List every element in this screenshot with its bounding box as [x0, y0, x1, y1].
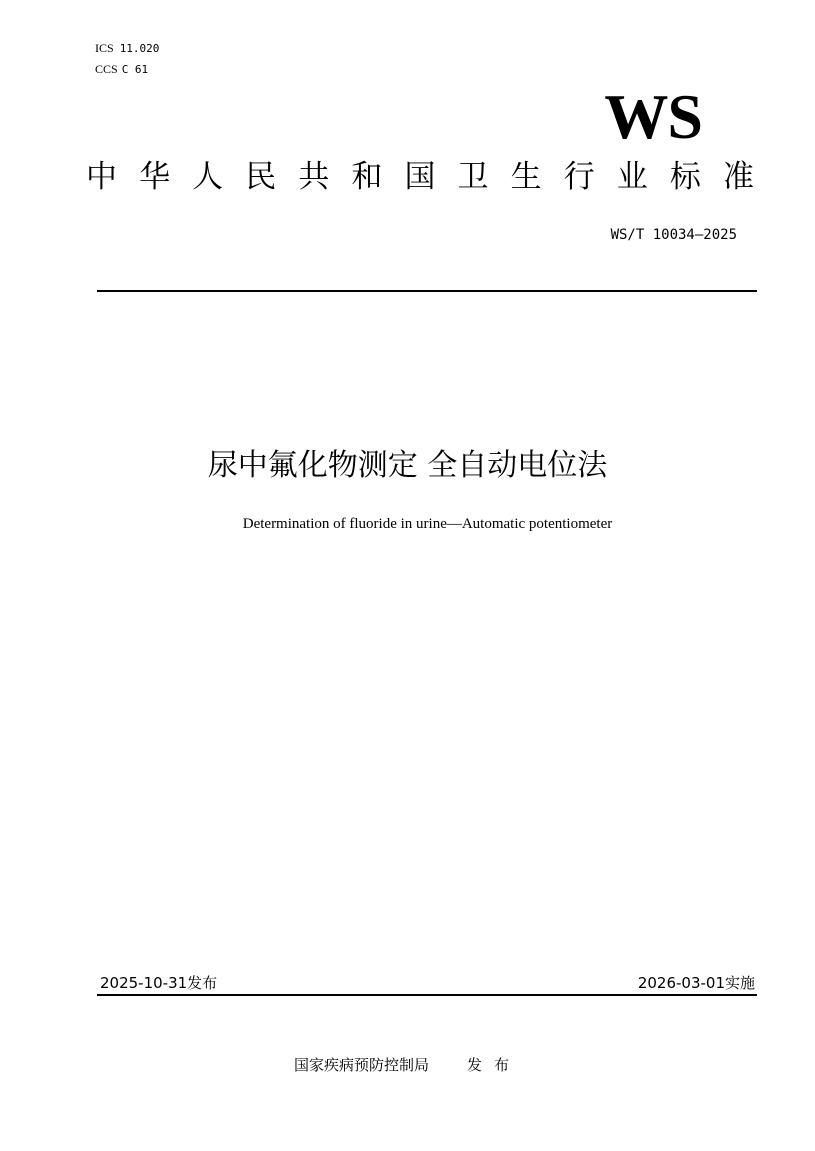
- standard-type-char: 中: [86, 159, 117, 195]
- ccs-value: C 61: [121, 63, 149, 76]
- ics-label: ICS: [95, 41, 114, 55]
- standard-type-char: 准: [722, 159, 754, 195]
- publish-label: 发布: [467, 1056, 522, 1074]
- standard-type-char: 国: [404, 159, 436, 195]
- implement-date: 2026-03-01实施: [637, 974, 755, 992]
- footer-divider: [97, 994, 757, 996]
- standard-type-char: 华: [139, 159, 171, 195]
- standard-type-char: 共: [298, 159, 330, 195]
- issue-date: 2025-10-31发布: [100, 974, 218, 992]
- standard-type-char: 民: [245, 159, 277, 195]
- standard-type-char: 人: [192, 159, 224, 195]
- ccs-code: [95, 62, 148, 77]
- standard-type-char: 业: [616, 159, 648, 195]
- document-title-zh: 尿中氟化物测定 全自动电位法: [207, 448, 608, 483]
- ws-logo: WS: [604, 81, 702, 152]
- publisher-name: 国家疾病预防控制局: [293, 1056, 429, 1074]
- ccs-label: CCS: [95, 62, 118, 76]
- standard-type-char: 标: [669, 159, 701, 195]
- standard-type-heading: [86, 154, 754, 200]
- publisher-line: [0, 1054, 815, 1076]
- standard-type-char: 卫: [457, 159, 489, 195]
- standard-type-char: 行: [563, 159, 595, 195]
- header-divider: [97, 290, 757, 292]
- ics-code: [95, 41, 159, 56]
- document-title-en: Determination of fluoride in urine—Automatic potentiometer: [242, 516, 613, 532]
- standard-number: WS/T 10034—2025: [610, 227, 737, 243]
- standard-type-char: 和: [351, 159, 383, 195]
- standard-type-char: 生: [510, 159, 542, 195]
- ics-value: 11.020: [119, 42, 160, 55]
